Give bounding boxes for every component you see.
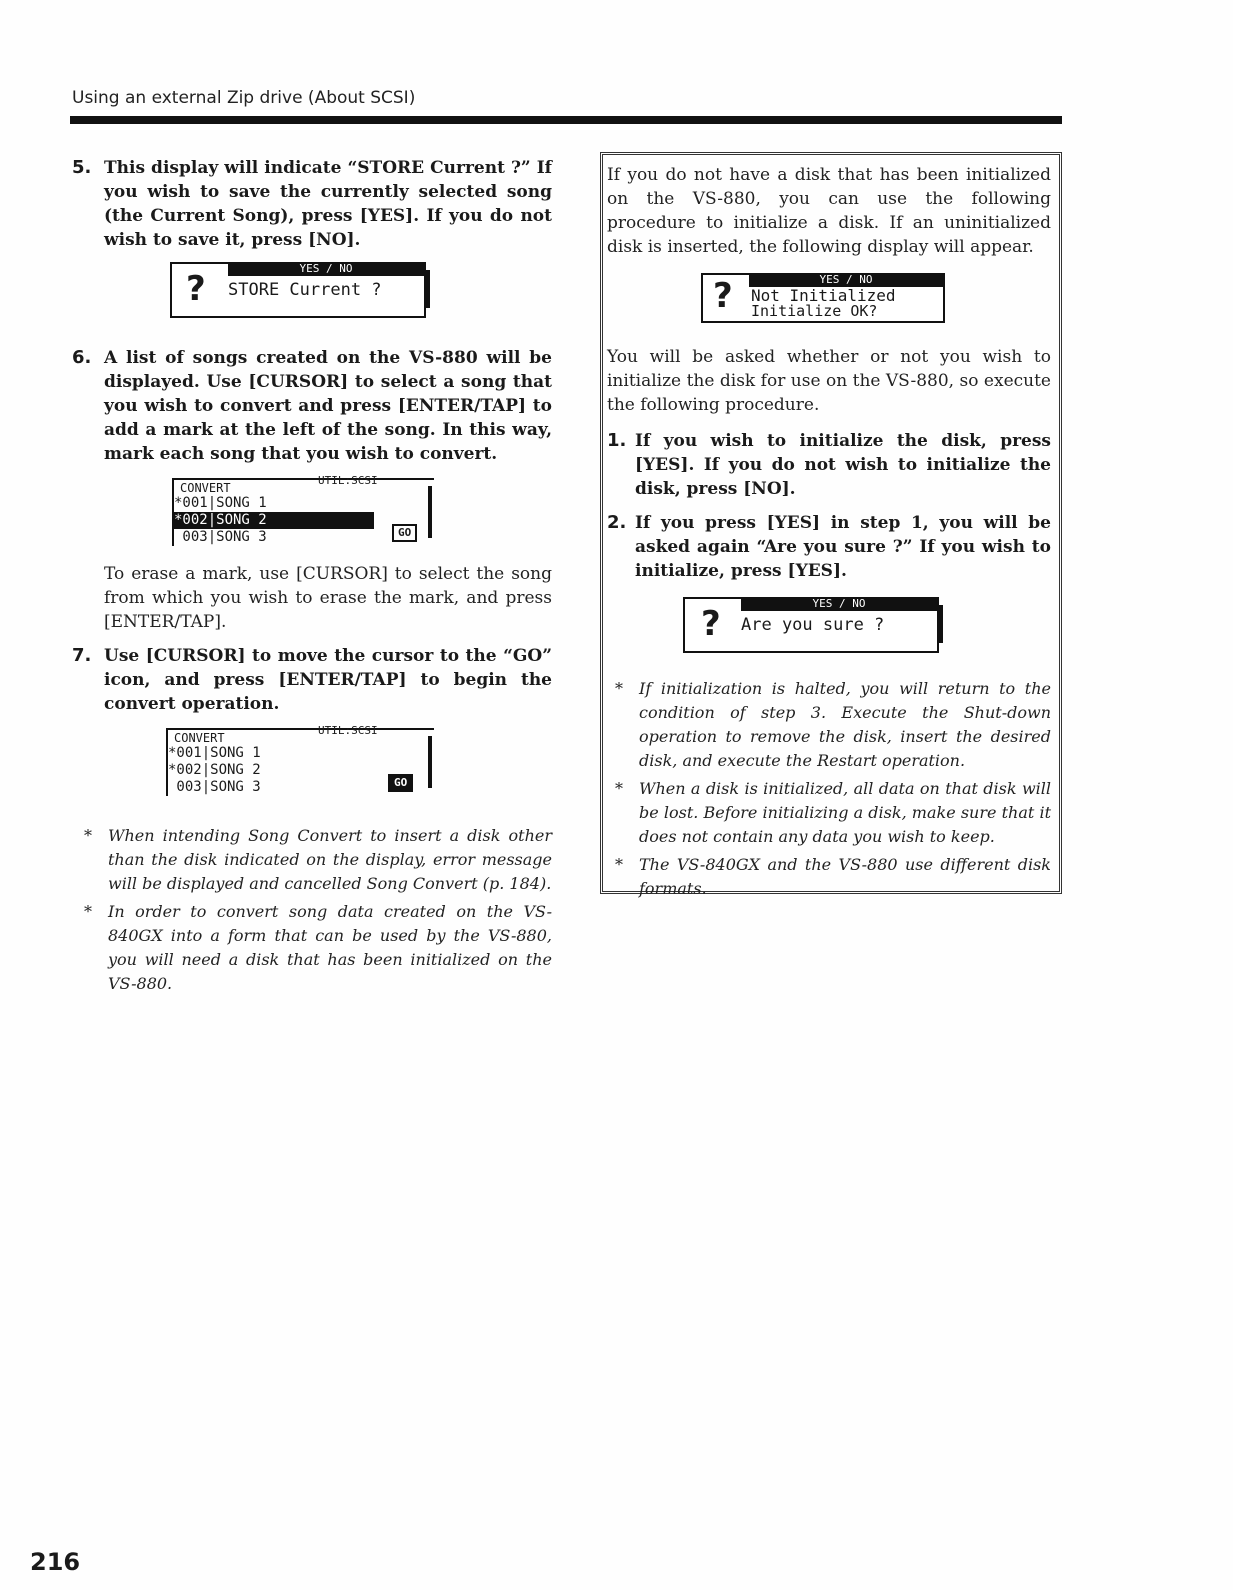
page-header-title: Using an external Zip drive (About SCSI) bbox=[72, 88, 416, 108]
lcd-side-bar bbox=[426, 270, 430, 308]
erase-mark-text: To erase a mark, use [CURSOR] to select the song from which you wish to erase the mark, and press [ENTER/TAP]. bbox=[104, 564, 552, 632]
util-scsi-label: UTIL:SCSI bbox=[318, 474, 378, 487]
lcd-line-2: Initialize OK? bbox=[751, 302, 878, 320]
lcd-side-bar bbox=[939, 605, 943, 643]
intro-text: If you do not have a disk that has been initialized on the VS-880, you can use the following procedure to initialize a disk. If an uninitialized disk is inserted, the following display will appear. bbox=[607, 165, 1051, 257]
song-row-2-selected[interactable]: *002|SONG 2 bbox=[174, 512, 374, 529]
convert-display-2 bbox=[166, 724, 434, 796]
question-icon: ? bbox=[701, 604, 721, 644]
step-text: A list of songs created on the VS-880 will be displayed. Use [CURSOR] to select a song that you wish to convert and press [ENTER/TAP] to add a mark at the left of the song. In this way, mark each song that you wish to convert. bbox=[104, 348, 552, 464]
lcd-message: STORE Current ? bbox=[228, 280, 382, 300]
step-5 bbox=[72, 156, 552, 252]
step-number: 2. bbox=[607, 512, 627, 533]
song-row-2[interactable]: *002|SONG 2 bbox=[168, 762, 261, 778]
note-text: The VS-840GX and the VS-880 use different disk formats. bbox=[639, 855, 1051, 898]
lcd-store-current bbox=[170, 262, 426, 318]
yes-no-bar: YES / NO bbox=[749, 273, 943, 287]
step-6 bbox=[72, 346, 552, 466]
right-notes bbox=[607, 677, 1051, 901]
step-1 bbox=[607, 429, 1051, 501]
step-number: 7. bbox=[72, 645, 92, 666]
step-text: If you wish to initialize the disk, press [YES]. If you do not wish to initialize the disk, press [NO]. bbox=[635, 431, 1051, 499]
lcd-line-1: Not Initialized bbox=[751, 286, 896, 305]
song-row-3[interactable]: 003|SONG 3 bbox=[168, 779, 261, 795]
note-asterisk: * bbox=[615, 779, 623, 798]
left-column bbox=[72, 156, 552, 1000]
note-asterisk: * bbox=[615, 679, 623, 698]
step-number: 6. bbox=[72, 347, 92, 368]
note-text: When intending Song Convert to insert a disk other than the disk indicated on the display, error message will be displayed and cancelled Song Convert (p. 184). bbox=[108, 826, 552, 893]
note-initialization-halted bbox=[607, 677, 1051, 773]
step-text: If you press [YES] in step 1, you will be asked again “Are you sure ?” If you wish to initialize, press [YES]. bbox=[635, 513, 1051, 581]
right-boxed-column bbox=[600, 152, 1062, 898]
note-text: If initialization is halted, you will return to the condition of step 3. Execute the Shut-down operation to remove the disk, insert the desired disk, and execute the Restart operation. bbox=[639, 679, 1051, 770]
convert-display-1 bbox=[172, 474, 434, 546]
yes-no-bar: YES / NO bbox=[228, 262, 424, 276]
step-text: Use [CURSOR] to move the cursor to the “GO” icon, and press [ENTER/TAP] to begin the convert operation. bbox=[104, 646, 552, 714]
note-song-convert-error bbox=[72, 824, 552, 896]
util-scsi-label: UTIL:SCSI bbox=[318, 724, 378, 737]
question-icon: ? bbox=[186, 269, 206, 309]
song-row-3[interactable]: 003|SONG 3 bbox=[174, 529, 267, 545]
note-data-lost bbox=[607, 777, 1051, 849]
header-rule bbox=[70, 116, 1062, 124]
yes-no-bar: YES / NO bbox=[741, 597, 937, 611]
note-vs840gx-disk bbox=[72, 900, 552, 996]
left-notes bbox=[72, 824, 552, 996]
lcd-are-you-sure bbox=[683, 597, 939, 653]
step-number: 5. bbox=[72, 157, 92, 178]
note-text: In order to convert song data created on the VS-840GX into a form that can be used by the VS-880, you will need a disk that has been initialized on the VS-880. bbox=[108, 902, 552, 993]
note-asterisk: * bbox=[84, 826, 92, 845]
step-7 bbox=[72, 644, 552, 716]
go-button-selected[interactable]: GO bbox=[388, 774, 413, 792]
lcd-message: Are you sure ? bbox=[741, 615, 885, 635]
convert-title: CONVERT bbox=[180, 481, 231, 495]
step-number: 1. bbox=[607, 430, 627, 451]
note-text: When a disk is initialized, all data on that disk will be lost. Before initializing a disk, make sure that it does not contain any data you wish to keep. bbox=[639, 779, 1051, 846]
page-number: 216 bbox=[30, 1548, 81, 1576]
step-2 bbox=[607, 511, 1051, 583]
convert-title: CONVERT bbox=[174, 731, 225, 745]
question-icon: ? bbox=[713, 276, 733, 316]
note-disk-formats bbox=[607, 853, 1051, 901]
song-row-1[interactable]: *001|SONG 1 bbox=[174, 495, 267, 511]
asked-text: You will be asked whether or not you wish to initialize the disk for use on the VS-880, so execute the following procedure. bbox=[607, 347, 1051, 415]
display-side-bar bbox=[428, 486, 432, 538]
lcd-not-initialized bbox=[701, 273, 945, 323]
step-text: This display will indicate “STORE Current ?” If you wish to save the currently selected song (the Current Song), press [YES]. If you do not wish to save it, press [NO]. bbox=[104, 158, 552, 250]
song-row-1[interactable]: *001|SONG 1 bbox=[168, 745, 261, 761]
display-side-bar bbox=[428, 736, 432, 788]
go-button[interactable]: GO bbox=[392, 524, 417, 542]
note-asterisk: * bbox=[84, 902, 92, 921]
note-asterisk: * bbox=[615, 855, 623, 874]
